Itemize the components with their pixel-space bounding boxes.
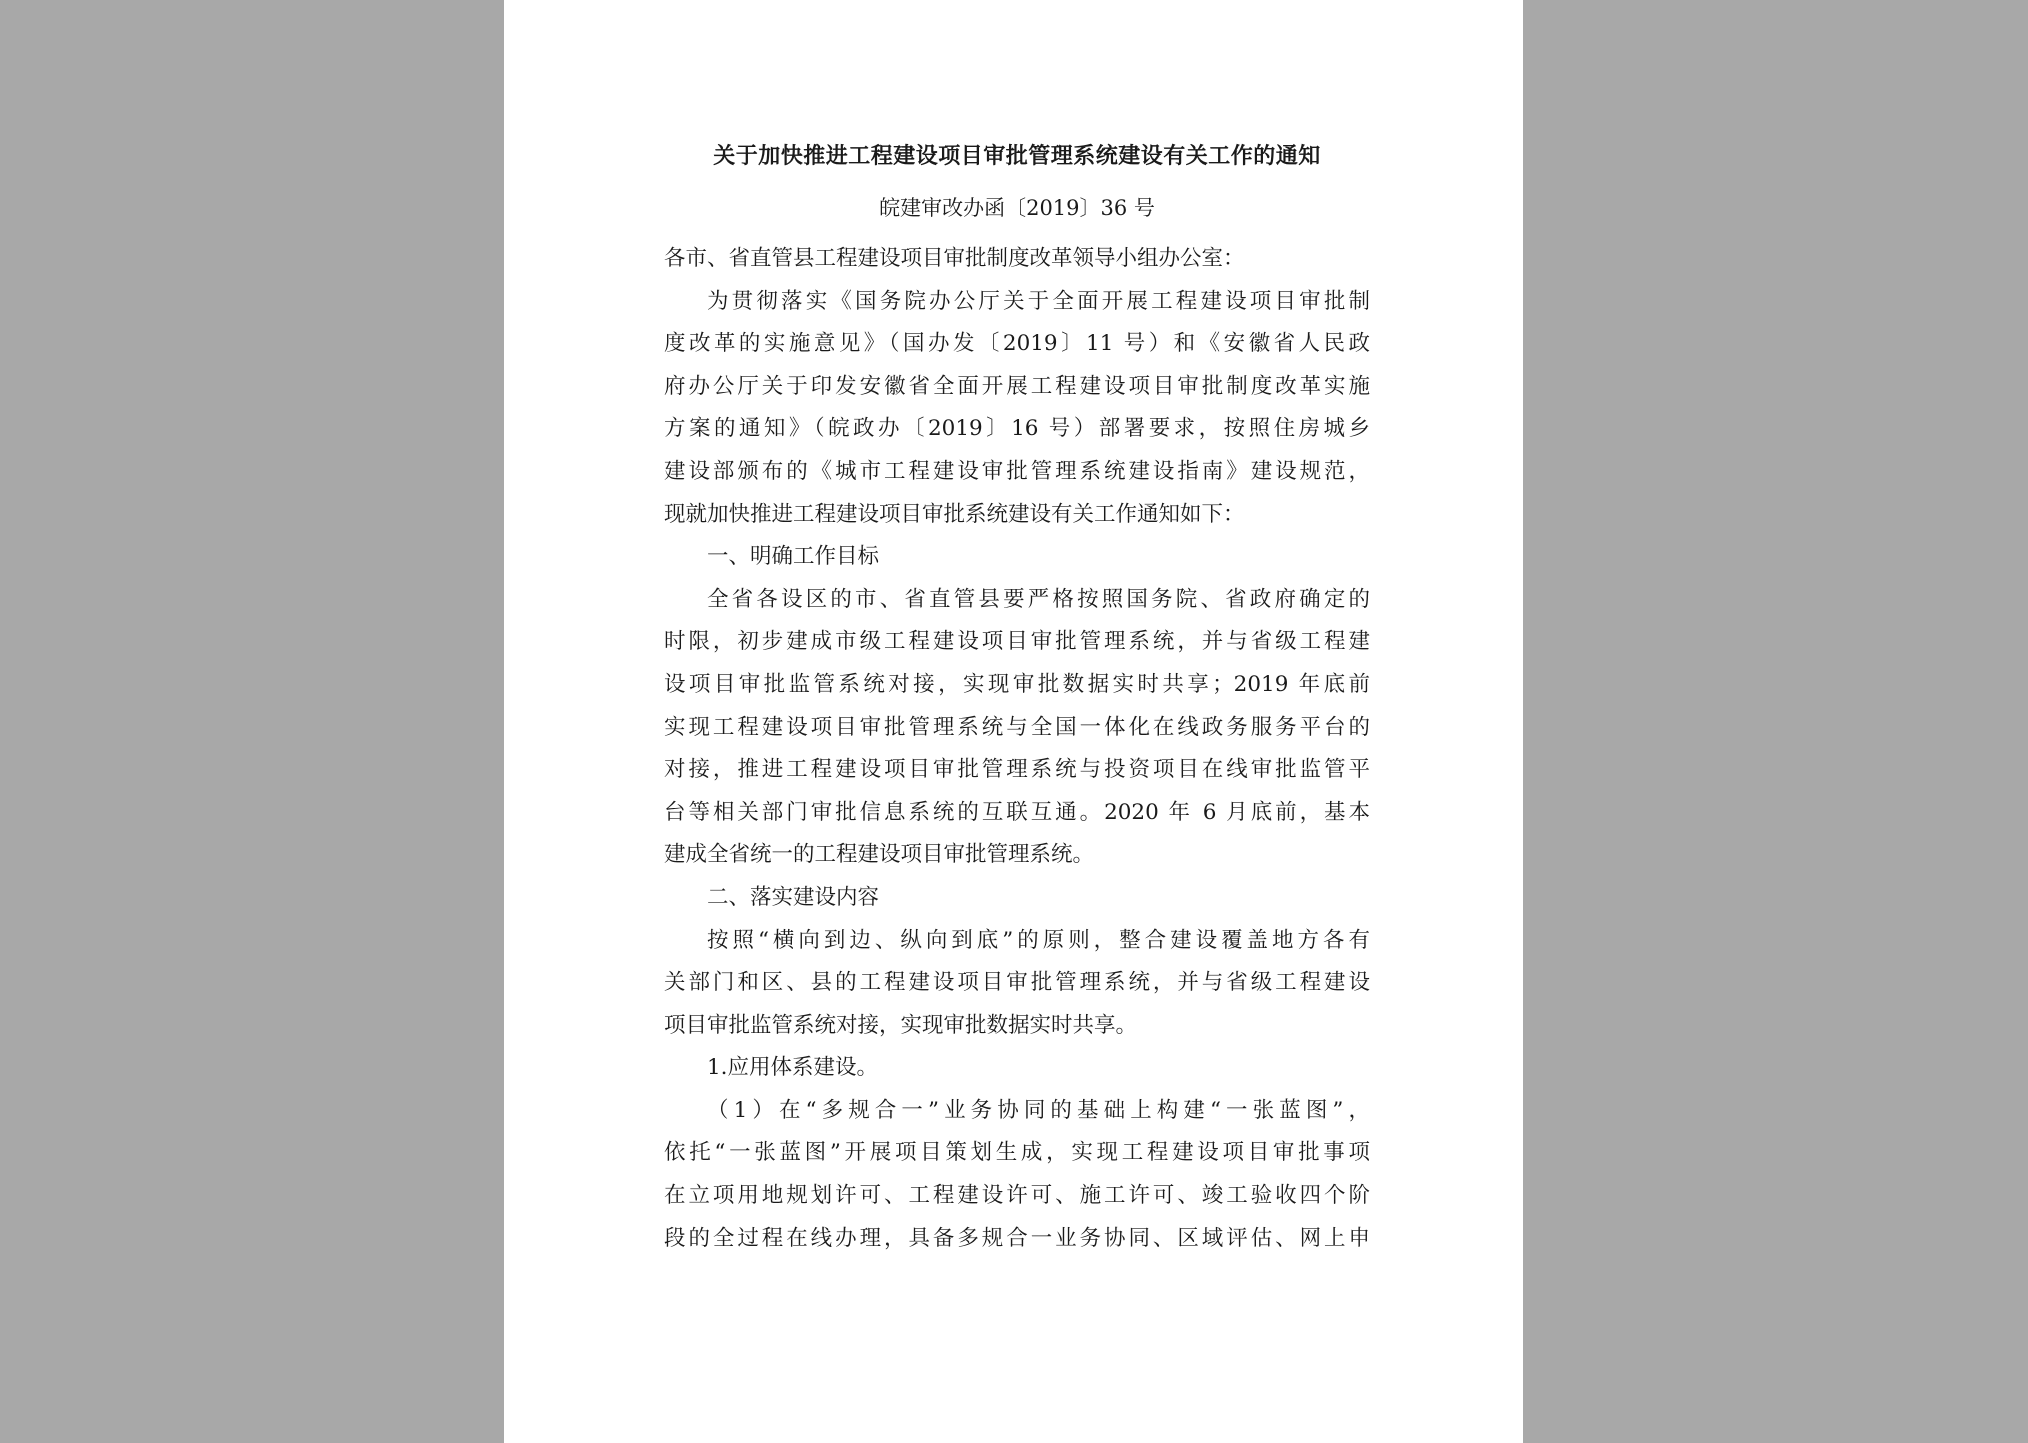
text-line: 现就加快推进工程建设项目审批系统建设有关工作通知如下： xyxy=(664,501,1245,527)
text-line: 段的全过程在线办理，具备多规合一业务协同、区域评估、网上申 xyxy=(664,1225,1370,1251)
text-line: 各市、省直管县工程建设项目审批制度改革领导小组办公室： xyxy=(664,246,1245,271)
text-line: 全省各设区的市、省直管县要严格按照国务院、省政府确定的 xyxy=(707,586,1370,612)
text-line: 为贯彻落实《国务院办公厅关于全面开展工程建设项目审批制 xyxy=(707,288,1370,314)
text-line: 实现工程建设项目审批管理系统与全国一体化在线政务服务平台的 xyxy=(664,714,1370,740)
text-line: 时限，初步建成市级工程建设项目审批管理系统，并与省级工程建 xyxy=(664,629,1370,655)
text-line: 项目审批监管系统对接，实现审批数据实时共享。 xyxy=(664,1012,1138,1038)
text-line: 关部门和区、县的工程建设项目审批管理系统，并与省级工程建设 xyxy=(664,970,1370,996)
text-line: 对接，推进工程建设项目审批管理系统与投资项目在线审批监管平 xyxy=(664,757,1370,783)
text-line: 依托“一张蓝图”开展项目策划生成，实现工程建设项目审批事项 xyxy=(664,1140,1370,1166)
text-line: 按照“横向到边、纵向到底”的原则，整合建设覆盖地方各有 xyxy=(707,927,1370,953)
document-page xyxy=(504,0,1523,1443)
text-line: 二、落实建设内容 xyxy=(707,884,880,910)
document-number: 皖建审改办函〔2019〕36 号 xyxy=(879,196,1155,220)
text-line: 建设部颁布的《城市工程建设审批管理系统建设指南》建设规范， xyxy=(664,458,1370,484)
document-title: 关于加快推进工程建设项目审批管理系统建设有关工作的通知 xyxy=(713,144,1321,169)
document-content xyxy=(664,136,1370,1260)
text-line: 方案的通知》（皖政办〔2019〕16 号）部署要求，按照住房城乡 xyxy=(664,416,1370,442)
text-line: 建成全省统一的工程建设项目审批管理系统。 xyxy=(664,842,1095,868)
text-line: 度改革的实施意见》（国办发〔2019〕11 号）和《安徽省人民政 xyxy=(664,331,1370,357)
text-line: 台等相关部门审批信息系统的互联互通。2020 年 6 月底前，基本 xyxy=(664,799,1370,825)
document-body xyxy=(664,238,1370,1260)
text-line: 府办公厅关于印发安徽省全面开展工程建设项目审批制度改革实施 xyxy=(664,373,1370,399)
text-line: 在立项用地规划许可、工程建设许可、施工许可、竣工验收四个阶 xyxy=(664,1183,1370,1209)
text-line: 一、明确工作目标 xyxy=(707,544,880,570)
text-line: （1）在“多规合一”业务协同的基础上构建“一张蓝图”， xyxy=(707,1097,1370,1123)
text-line: 1.应用体系建设。 xyxy=(707,1055,879,1081)
text-line: 设项目审批监管系统对接，实现审批数据实时共享；2019 年底前 xyxy=(664,671,1370,697)
